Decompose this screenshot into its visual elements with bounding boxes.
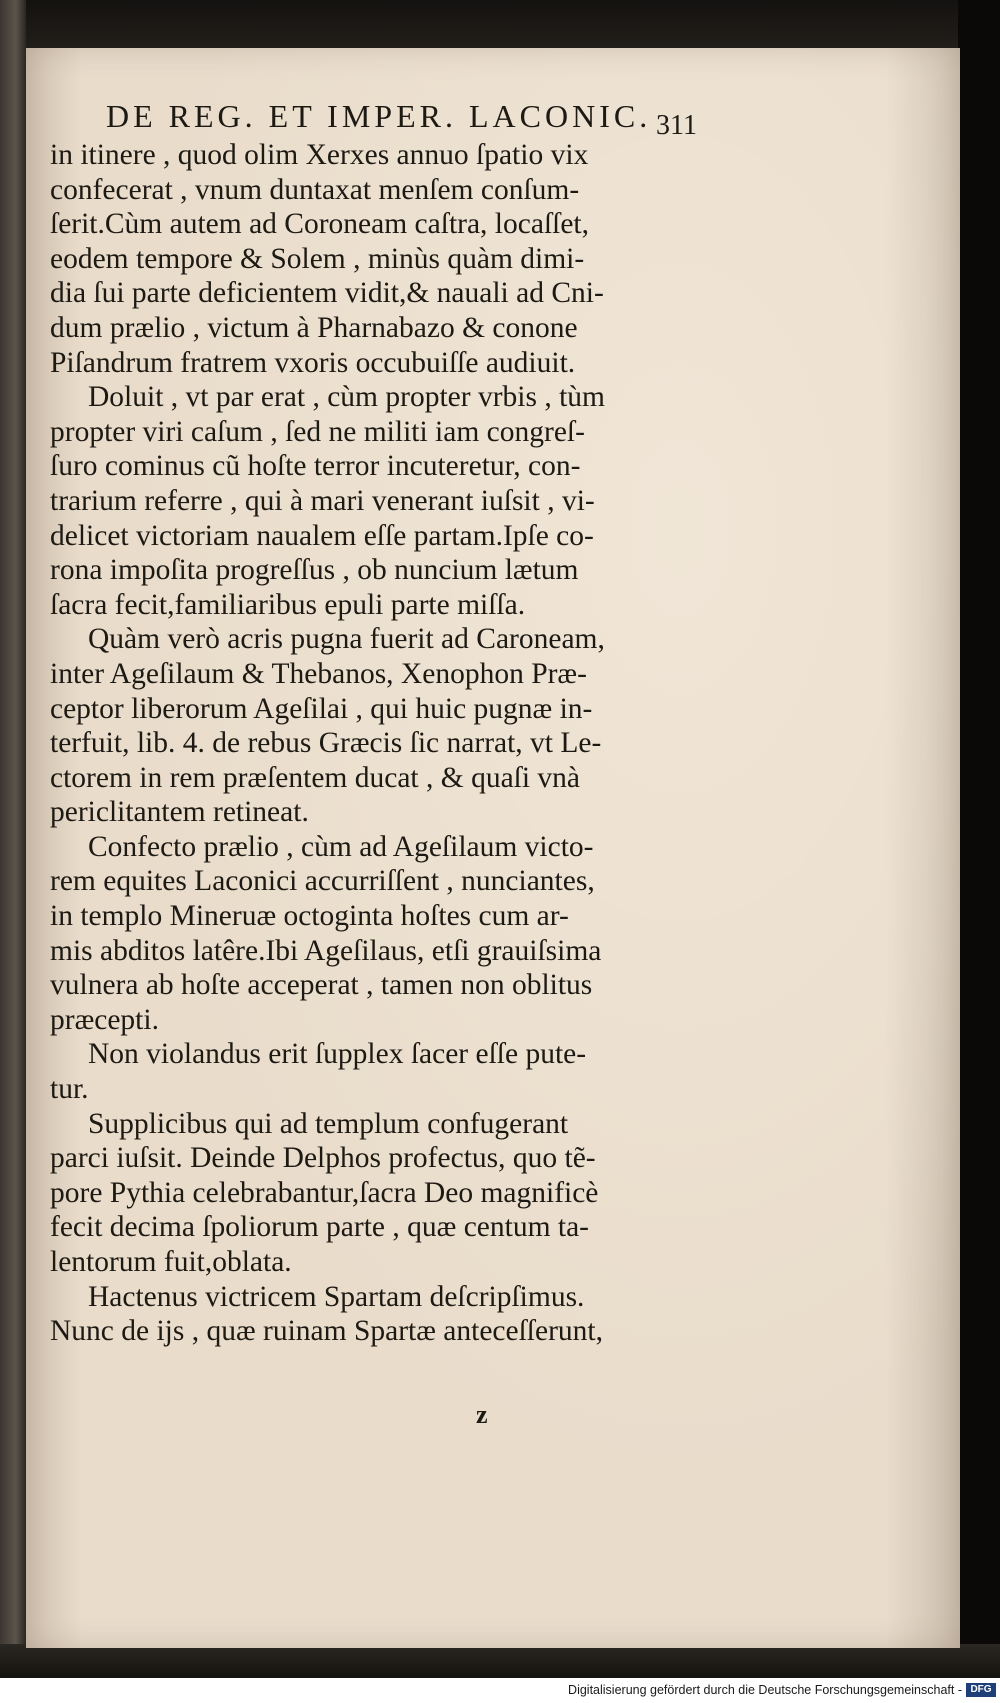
text-line: ctorem in rem præſentem ducat , & quaſi vnà [50,761,581,794]
text-line: propter viri caſum , ſed ne militi iam congreſ- [50,415,585,448]
scan-background-right [958,0,1000,1678]
digitization-credit: Digitalisierung gefördert durch die Deutsche Forschungsgemeinschaft - [568,1683,962,1697]
text-line: fecit decima ſpoliorum parte , quæ centum ta- [50,1211,590,1244]
text-line: Hactenus victricem Spartam deſcripſimus. [88,1280,585,1313]
signature-mark: z [476,1400,488,1429]
text-line: delicet victoriam naualem eſſe partam.Ipſe co- [50,519,594,552]
text-line: terfuit, lib. 4. de rebus Græcis ſic narrat, vt Le- [50,727,602,760]
text-line: præcepti. [50,1003,159,1036]
text-line: in itinere , quod olim Xerxes annuo ſpatio vix [50,139,589,171]
text-line: ſuro cominus cũ hoſte terror incuteretur, con- [50,450,581,483]
text-line: dia ſui parte deficientem vidit,& nauali ad Cni- [50,277,604,310]
text-line: Supplicibus qui ad templum confugerant [88,1107,569,1140]
text-line: inter Ageſilaum & Thebanos, Xenophon Præ- [50,657,587,690]
text-line: parci iuſsit. Deinde Delphos profectus, quo tẽ- [50,1142,596,1175]
dfg-logo: DFG [966,1683,996,1697]
text-line: Non violandus erit ſupplex ſacer eſſe pute- [88,1038,587,1071]
text-line: eodem tempore & Solem , minùs quàm dimi- [50,242,585,275]
text-line: Piſandrum fratrem vxoris occubuiſſe audiuit. [50,346,576,379]
body-text [50,138,710,1349]
text-line: Quàm verò acris pugna fuerit ad Caroneam, [88,623,605,656]
text-line: Confecto prælio , cùm ad Ageſilaum victo- [88,830,594,863]
text-line: confecerat , vnum duntaxat menſem conſum- [50,173,580,206]
page-number: 311 [656,110,697,141]
text-line: pore Pythia celebrabantur,ſacra Deo magnificè [50,1176,599,1209]
text-line: rem equites Laconici accurriſſent , nunciantes, [50,865,595,898]
running-head: DE REG. ET IMPER. LACONIC. [106,98,652,134]
text-line: trarium referre , qui à mari venerant iuſsit , vi- [50,484,595,517]
book-page [26,48,960,1648]
scan-background-top [0,0,1000,50]
text-line: Doluit , vt par erat , cùm propter vrbis , tùm [88,381,605,414]
text-line: tur. [50,1073,89,1106]
text-line: rona impoſita progreſſus , ob nuncium lætum [50,554,579,587]
text-line: vulnera ab hoſte acceperat , tamen non oblitus [50,969,593,1002]
text-line: dum prælio , victum à Pharnabazo & conone [50,311,578,344]
scan-background-left [0,0,26,1668]
text-line: ſacra fecit,familiaribus epuli parte miſſa. [50,588,526,621]
text-line: mis abditos latêre.Ibi Ageſilaus, etſi grauiſsima [50,934,602,967]
scan-background-bottom [0,1644,1000,1678]
text-line: periclitantem retineat. [50,796,309,829]
text-line: Nunc de ijs , quæ ruinam Spartæ anteceſſerunt, [50,1315,603,1348]
text-line: ſerit.Cùm autem ad Coroneam caſtra, locaſſet, [50,208,589,241]
text-line: ceptor liberorum Ageſilai , qui huic pugnæ in- [50,692,593,725]
text-line: lentorum fuit,oblata. [50,1246,292,1278]
text-line: in templo Mineruæ octoginta hoſtes cum ar- [50,900,569,933]
